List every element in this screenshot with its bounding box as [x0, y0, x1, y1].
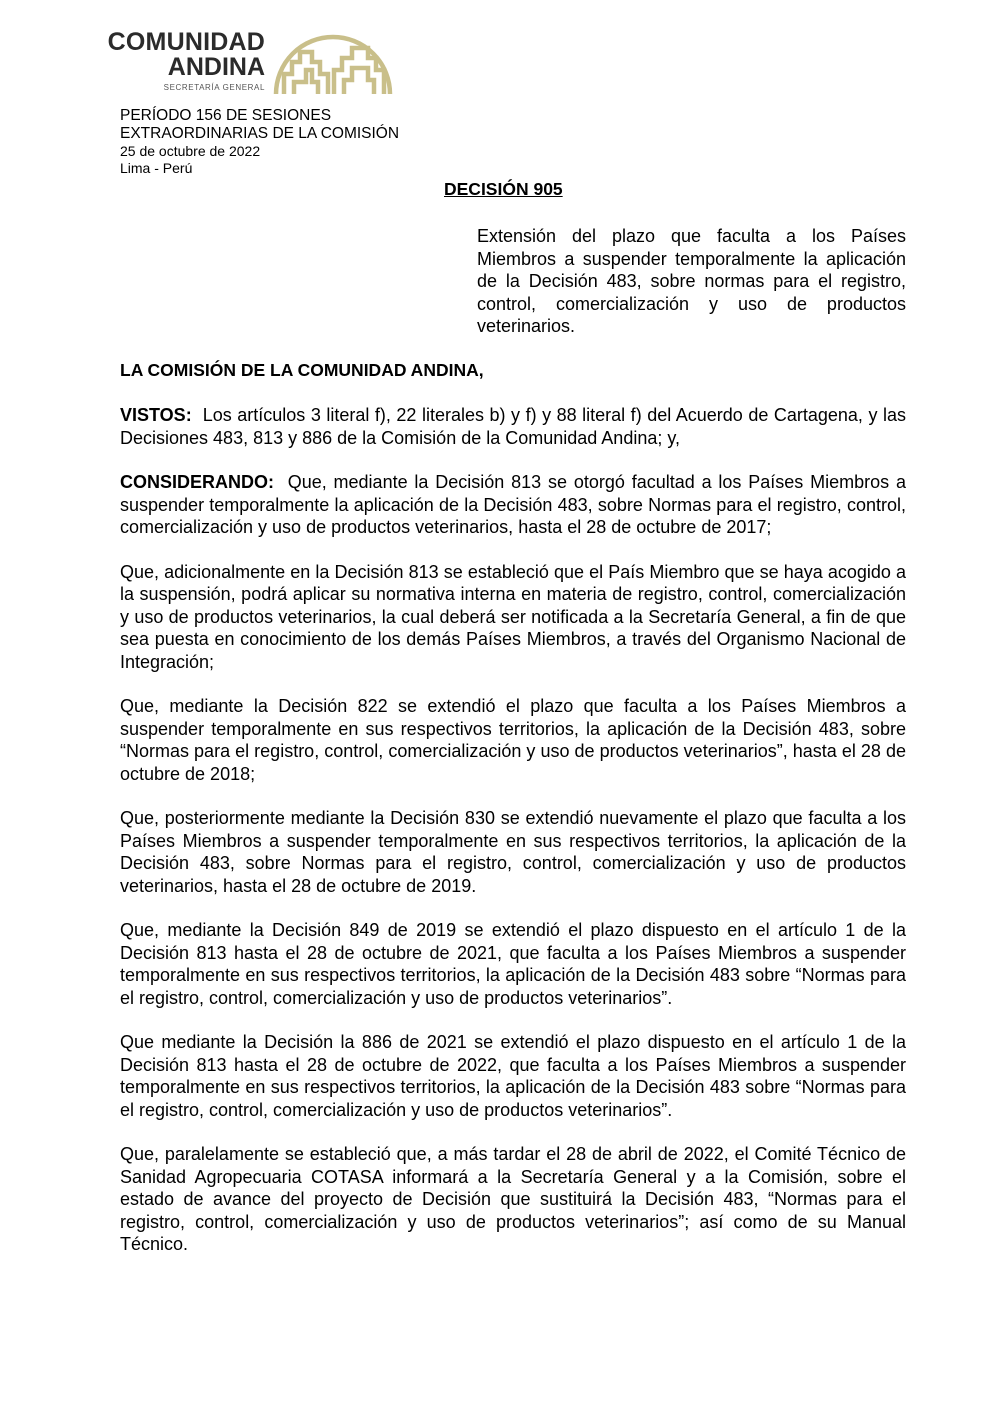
andean-arch-icon: [272, 30, 394, 96]
vistos-paragraph: [120, 404, 906, 449]
recital-paragraph: Que, adicionalmente en la Decisión 813 se estableció que el País Miembro que se haya acogido a la suspensión, podrá aplicar su normativa interna en materia de registro, control, comercialización y uso de productos veterinarios, la cual deberá ser notificada a la Secretaría General, a fin de que sea puesta en conocimiento de los demás Países Miembros, a través del Organismo Nacional de Integración;: [120, 561, 906, 672]
comunidad-andina-logo: [107, 28, 400, 98]
considerando-paragraph: [120, 471, 906, 539]
logo-subline: SECRETARÍA GENERAL: [163, 83, 265, 92]
considerando-text: Que, mediante la Decisión 813 se otorgó facultad a los Países Miembros a suspender temporalmente la aplicación de la Decisión 483, sobre Normas para el registro, control, comercialización y uso de productos veterinarios, hasta el 28 de octubre de 2017;: [120, 472, 906, 537]
decision-title: DECISIÓN 905: [444, 179, 563, 199]
recital-paragraph: Que, paralelamente se estableció que, a más tardar el 28 de abril de 2022, el Comité Técnico de Sanidad Agropecuaria COTASA informará a la Secretaría General y a la Comisión, sobre el estado de avance del proyecto de Decisión que sustituirá la Decisión 483, “Normas para el registro, control, comercialización y uso de productos veterinarios”; así como de su Manual Técnico.: [120, 1144, 906, 1254]
vistos-label: VISTOS:: [120, 405, 192, 425]
session-place: Lima - Perú: [120, 160, 193, 176]
recital-paragraph: Que, mediante la Decisión 822 se extendió el plazo que faculta a los Países Miembros a suspender temporalmente en sus respectivos territorios, la aplicación de la Decisión 483, sobre “Normas para el registro, control, comercialización y uso de productos veterinarios”, hasta el 28 de octubre de 2018;: [120, 696, 906, 784]
session-date: 25 de octubre de 2022: [120, 143, 261, 159]
session-type: EXTRAORDINARIAS DE LA COMISIÓN: [120, 125, 400, 142]
recital-paragraph: Que, mediante la Decisión 849 de 2019 se extendió el plazo dispuesto en el artículo 1 de la Decisión 813 hasta el 28 de octubre de 2021, que faculta a los Países Miembros a suspender temporalmente en sus respectivos territorios, la aplicación de la Decisión 483 sobre “Normas para el registro, control, comercialización y uso de productos veterinarios”.: [120, 920, 906, 1008]
vistos-text: Los artículos 3 literal f), 22 literales b) y f) y 88 literal f) del Acuerdo de Cartagena, y las Decisiones 483, 813 y 886 de la Comisión de la Comunidad Andina; y,: [120, 405, 906, 448]
logo-text-line1: COMUNIDAD: [107, 28, 265, 56]
recital-paragraph: Que, posteriormente mediante la Decisión 830 se extendió nuevamente el plazo que faculta a los Países Miembros a suspender temporalmente en sus respectivos territorios, la aplicación de la Decisión 483, sobre Normas para el registro, control, comercialización y uso de productos veterinarios, hasta el 28 de octubre de 2019.: [120, 808, 906, 896]
session-info: [120, 107, 399, 177]
decision-subject: Extensión del plazo que faculta a los Países Miembros a suspender temporalmente la aplicación de la Decisión 483, sobre normas para el registro, control, comercialización y uso de productos veterinarios.: [477, 226, 906, 336]
logo-text-line2: ANDINA: [167, 53, 265, 81]
session-period: PERÍODO 156 DE SESIONES: [120, 107, 332, 124]
considerando-label: CONSIDERANDO:: [120, 472, 275, 492]
recital-paragraph: Que mediante la Decisión la 886 de 2021 se extendió el plazo dispuesto en el artículo 1 de la Decisión 813 hasta el 28 de octubre de 2022, que faculta a los Países Miembros a suspender temporalmente en sus respectivos territorios, la aplicación de la Decisión 483 sobre “Normas para el registro, control, comercialización y uso de productos veterinarios”.: [120, 1032, 906, 1120]
document-body: [120, 404, 906, 1278]
commission-heading: LA COMISIÓN DE LA COMUNIDAD ANDINA,: [120, 360, 484, 380]
